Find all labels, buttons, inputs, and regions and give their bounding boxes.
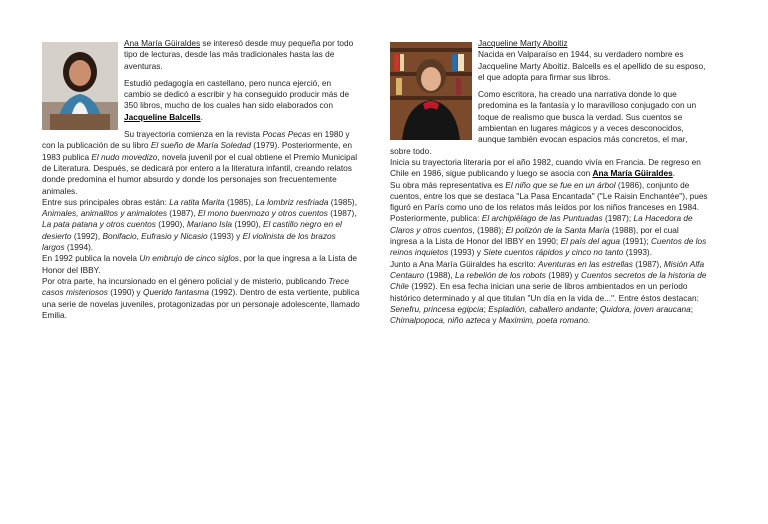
text-run: Un embrujo de cinco siglos [139,253,239,264]
right-column [390,38,708,326]
text-run: El nudo movedizo [91,151,158,162]
text-run: Bonifacio, Eufrasio y Nicasio [102,230,208,241]
text-run: En 1992 publica la novela [42,253,140,264]
text-run: (1990), [232,219,263,230]
text-run: (1988), [424,269,456,280]
text-run: Misión Alfa Centauro [390,258,705,280]
text-run: La pata patana y otros cuentos [42,219,156,230]
text-run: Cuentos de los reinos inquietos [390,236,707,258]
text-run: El violinista de los brazos largos [42,230,336,253]
text-run: El niño que se fue en un árbol [505,179,616,190]
text-run: (1985), [328,196,357,207]
text-run: El mono buenmozo y otros cuentos [197,208,328,219]
text-run: (1987), [632,258,664,269]
text-run: La rebelión de los robots [455,269,546,280]
intro-text-2: Como escritora, ha creado una narrativa donde lo que predomina es la fantasía y lo maravilloso conjugado con un toque de realismo que busca la verdad. Sus cuentos se ambientan en lugares mágicos y a veces desconocidos, aunque también evocan espacios más concretos, el mar, sobre todo. [390,89,697,156]
text-run: , por la que ingresa a la Lista de Honor del IBBY. [42,253,358,275]
text-run: Su obra más representativa es [390,179,506,190]
text-run: (1987), [327,208,357,219]
text-run: (1992). En esa fecha inician una serie de libros ambientados en un período histórico determinado y al que titulan "Un día en la vida de...". Entre éstos destacan: [390,281,699,303]
text-run: y [490,315,499,326]
text-run: Espladión, caballero andante [488,303,596,314]
text-run: La lombriz resfriada [255,196,329,207]
intro-end: . [200,111,203,122]
text-run: (1986), conjunto de cuentos, entre los que se destaca "La Pasa Encantada" ("Le Raisin Enchantée"), pues figuró en París como uno de los relatos más leídos por los niños franceses en 1984. Posteriormente, publica: [390,179,708,224]
intro-text-1: Nacida en Valparaíso en 1944, su verdadero nombre es Jacqueline Marty Aboitiz. Balcells es el apellido de su esposo, el que adopta para firmar sus libros. [478,49,706,82]
text-run: (1993) y [207,230,243,241]
ana-link[interactable]: Ana María Güiraldes [592,168,673,179]
text-run: en 1980 y con la publicación de su libro [42,129,350,151]
left-paragraph-1 [42,129,360,197]
text-run: (1994). [64,242,94,253]
left-body [42,129,360,321]
text-run: Siete cuentos rápidos y cinco no tanto [483,247,624,258]
right-paragraph-3 [390,259,708,327]
right-paragraph-2 [390,180,708,259]
text-run: El polizón de la Santa María [505,224,610,235]
text-run: El castillo negro en el desierto [42,219,342,241]
text-run: Cuentos secretos de la historia de Chile [390,269,707,292]
text-run: (1987), [166,208,198,219]
portrait-graphic [42,42,118,130]
left-paragraph-2 [42,197,360,253]
right-paragraph-1 [390,157,708,180]
text-run: Inicia su trayectoria literaria por el año 1982, cuando vivía en Francia. De regreso en Chile en 1986, sigue publicando y luego se asocia con [390,156,701,179]
text-run: Por otra parte, ha incursionado en el género policial y de misterio, publicando [42,275,329,286]
jacqueline-link[interactable]: Jacqueline Balcells [124,111,201,122]
text-run: Su trayectoria comienza en la revista [124,129,263,140]
text-run: Querido fantasma [143,287,209,298]
text-run: . [587,315,591,326]
author-photo-jacqueline [390,42,472,140]
right-body [390,157,708,326]
text-run: Mariano Isla [186,219,233,230]
text-run: (1989) y [545,269,581,280]
text-run: Senefru, princesa egipcia [390,303,484,314]
text-run: , (1988); [472,224,506,235]
text-run: Entre sus principales obras están: [42,196,170,207]
text-run: ; [595,303,600,314]
text-run: Maximim, poeta romano [498,315,588,326]
text-run: (1991); [620,236,651,247]
text-run: Quidora, joven araucana [599,303,691,314]
left-paragraph-3 [42,253,360,276]
author-photo-ana [42,42,118,130]
text-run: (1990), [155,219,187,230]
intro-text-1: se interesó desde muy pequeña por todo tipo de lecturas, desde las más tradicionales hasta las de aventuras. [124,38,354,71]
text-run: (1990) y [107,287,143,298]
jacqueline-name-link[interactable]: Jacqueline Marty Aboitiz [478,38,568,48]
text-run: (1979). Posteriormente, en 1983 publica [42,140,352,162]
text-run: (1992), [71,230,103,241]
text-run: ; [483,303,489,314]
left-paragraph-4 [42,276,360,321]
ana-name-link[interactable]: Ana María Güiraldes [124,38,201,48]
text-run: , novela juvenil por el cual obtiene el Premio Municipal de Literatura. Después, se dedicará por entero a la literatura infantil, creando relatos donde predomina el humor absurdo y donde los personajes son frecuentemente animales. [42,151,358,196]
text-run: ; [690,303,694,314]
text-run: El sueño de María Soledad [150,140,251,151]
text-run: Pocas Pecas [262,129,311,140]
text-run: (1987); [602,213,634,224]
text-run: Aventuras en las estrellas [538,258,633,269]
text-run: (1993). [623,247,652,258]
left-column [42,38,360,321]
text-run: (1992). Dentro de esta vertiente, publica una serie de novelas juveniles, protagonizadas por un personaje adolescente, llamado Emilia. [42,287,360,320]
text-run: (1985), [224,196,256,207]
text-run: . [672,168,676,179]
text-run: El archipiélago de las Puntuadas [481,213,603,224]
text-run: (1988), por el cual ingresa a la Lista de Honor del IBBY en 1990; [390,224,679,247]
text-run: Trece casos misteriosos [42,275,350,298]
text-run: El país del agua [560,236,621,247]
text-run: Junto a Ana María Güiraldes ha escrito: [390,258,539,269]
intro-text-2: Estudió pedagogía en castellano, pero nunca ejerció, en cambio se dedicó a escribir y ha conseguido producir más de 350 libros, mucho de los cuales han sido elaborados con [124,77,350,111]
text-run: La Hacedora de Claros y otros cuentos [390,213,693,235]
text-run: Chimalpopoca, niño azteca [390,315,491,326]
text-run: Animales, animalitos y animalotes [42,208,167,219]
text-run: La ratita Marita [169,196,225,207]
portrait-graphic [390,42,472,140]
text-run: (1993) y [448,247,484,258]
